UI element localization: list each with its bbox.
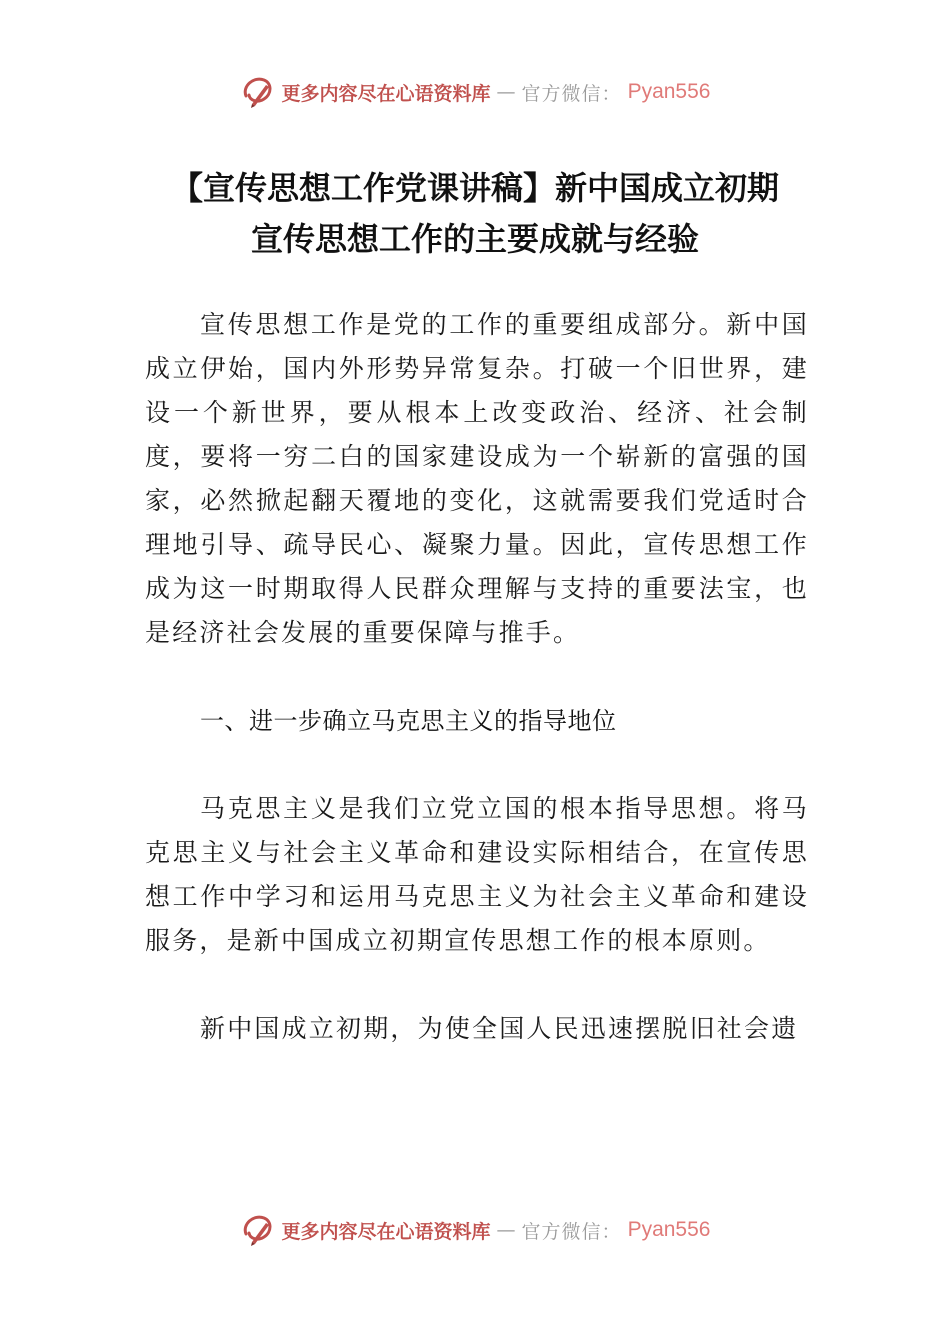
- paragraph-intro: 宣传思想工作是党的工作的重要组成部分。新中国成立伊始，国内外形势异常复杂。打破一个旧世界，建设一个新世界，要从根本上改变政治、经济、社会制度，要将一穷二白的国家建设成为一个崭新的富强的国家，必然掀起翻天覆地的变化，这就需要我们党适时合理地引导、疏导民心、凝聚力量。因此，宣传思想工作成为这一时期取得人民群众理解与支持的重要法宝，也是经济社会发展的重要保障与推手。: [145, 310, 809, 647]
- title-line-2: 宣传思想工作的主要成就与经验: [250, 220, 699, 258]
- brand-text: 更多内容尽在心语资料库: [281, 82, 491, 105]
- wechat-label: 官方微信：: [521, 82, 622, 105]
- wechat-id: Pyan556: [627, 1218, 711, 1241]
- pen-swirl-logo-icon: [240, 1212, 276, 1248]
- banner-dash: —: [496, 1219, 516, 1241]
- document-title: [100, 163, 850, 265]
- paragraph-continued: 新中国成立初期，为使全国人民迅速摆脱旧社会遗: [200, 1014, 799, 1043]
- banner-dash: —: [496, 81, 516, 103]
- title-line-1: 【宣传思想工作党课讲稿】新中国成立初期: [170, 169, 779, 207]
- header-banner: [0, 72, 950, 112]
- section-heading-1: 一、进一步确立马克思主义的指导地位: [200, 707, 617, 735]
- footer-banner: [0, 1210, 950, 1250]
- wechat-label: 官方微信：: [521, 1220, 622, 1243]
- wechat-id: Pyan556: [627, 80, 711, 103]
- pen-swirl-logo-icon: [240, 74, 276, 110]
- document-body: [145, 303, 809, 1051]
- paragraph-marxism: 马克思主义是我们立党立国的根本指导思想。将马克思主义与社会主义革命和建设实际相结合，在宣传思想工作中学习和运用马克思主义为社会主义革命和建设服务，是新中国成立初期宣传思想工作的根本原则。: [145, 794, 809, 955]
- brand-text: 更多内容尽在心语资料库: [281, 1220, 491, 1243]
